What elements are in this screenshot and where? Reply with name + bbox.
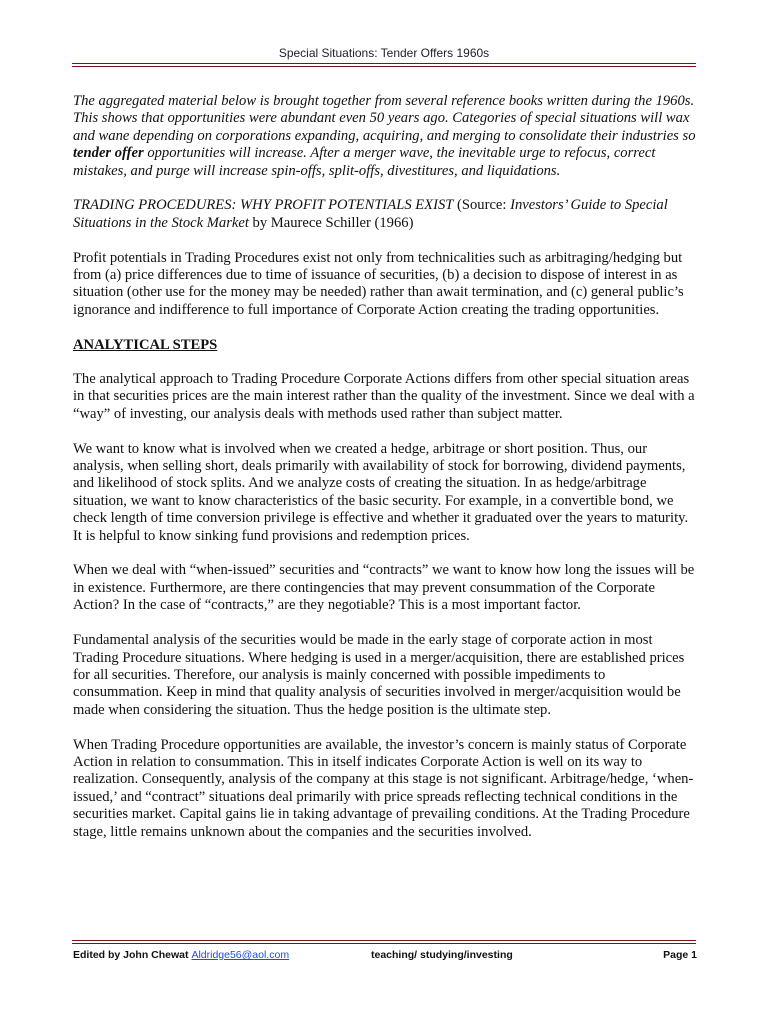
paragraph-fundamental-analysis: Fundamental analysis of the securities would be made in the early stage of corporate action in most Trading Procedure situations. Where hedging is used in a merger/acquisition, there are established prices for all securities. Therefore, our analysis is mainly concerned with possible impediments to consummation. Keep in mind that quality analysis of securities involved in merger/acquisition would be made when considering the situation. Thus the hedge position is the ultimate step.: [73, 632, 685, 718]
intro-text-2: opportunities will increase. After a merger wave, the inevitable urge to refocus, correct mistakes, and purge will increase spin-offs, split-offs, divestitures, and liquidations.: [73, 145, 656, 179]
source-prefix: (Source:: [453, 197, 511, 214]
source-book-title: Investors’ Guide to Special Situations in the Stock Market: [73, 197, 668, 231]
page-footer: [73, 949, 697, 963]
footer-editor: [73, 949, 289, 961]
footer-rule: [72, 940, 696, 944]
paragraph-hedge-arbitrage: We want to know what is involved when we created a hedge, arbitrage or short position. Thus, our analysis, when selling short, deals primarily with availability of stock for borrowing, dividend payments, and likelihood of stock splits. And we analyze costs of creating the situation. In as hedge/arbitrage situation, we want to know characteristics of the basic security. For example, in a convertible bond, we check length of time conversion privilege is effective and whether it graduated over the years to maturity. It is helpful to know sinking fund provisions and redemption prices.: [73, 440, 689, 544]
header-rule: [72, 63, 696, 67]
source-suffix: by Maurece Schiller (1966): [248, 214, 414, 231]
heading-analytical-steps: ANALYTICAL STEPS: [73, 336, 218, 353]
footer-editor-label: Edited by John Chewat: [73, 949, 192, 961]
intro-text-1: The aggregated material below is brought together from several reference books written during the 1960s. This shows that opportunities were abundant even 50 years ago. Categories of special situations will wax and wane depending on corporations expanding, acquiring, and merging to consolidate their industries so: [73, 93, 696, 144]
section-title: TRADING PROCEDURES: WHY PROFIT POTENTIALS EXIST: [73, 197, 454, 214]
paragraph-profit-potentials: Profit potentials in Trading Procedures exist not only from technicalities such as arbitraging/hedging but from (a) price differences due to time of issuance of securities, (b) a decision to dispose of interest in as situation (other use for the money may be needed) rather than await termination, and (c) general public’s ignorance and indifference to full importance of Corporate Action creating the trading opportunities.: [73, 249, 684, 318]
running-header: Special Situations: Tender Offers 1960s: [278, 46, 490, 60]
footer-page-number: Page 1: [663, 949, 697, 961]
footer-subject: teaching/ studying/investing: [371, 949, 513, 961]
source-paragraph: [73, 197, 697, 232]
intro-paragraph: [73, 93, 697, 180]
footer-email-link[interactable]: Aldridge56@aol.com: [191, 949, 290, 961]
document-body: [73, 93, 697, 858]
paragraph-when-issued: When we deal with “when-issued” securities and “contracts” we want to know how long the issues will be in existence. Furthermore, are there contingencies that may prevent consummation of the Corporate Action? In the case of “contracts,” are they negotiable? This is a most important factor.: [73, 562, 695, 614]
paragraph-opportunities: When Trading Procedure opportunities are available, the investor’s concern is mainly status of Corporate Action in relation to consummation. This in itself indicates Corporate Action is well on its way to realization. Consequently, analysis of the company at this stage is not significant. Arbitrage/hedge, ‘when-issued,’ and “contract” situations deal primarily with price spreads reflecting technical conditions in the securities market. Capital gains lie in taking advantage of prevailing conditions. At the Trading Procedure stage, little remains unknown about the companies and the securities involved.: [73, 736, 694, 840]
paragraph-analytical-approach: The analytical approach to Trading Procedure Corporate Actions differs from other special situation areas in that securities prices are the main interest rather than the quality of the investment. Since we deal with a “way” of investing, our analysis deals with methods used rather than subject matter.: [73, 371, 695, 422]
intro-bold-term: tender offer: [73, 145, 144, 162]
